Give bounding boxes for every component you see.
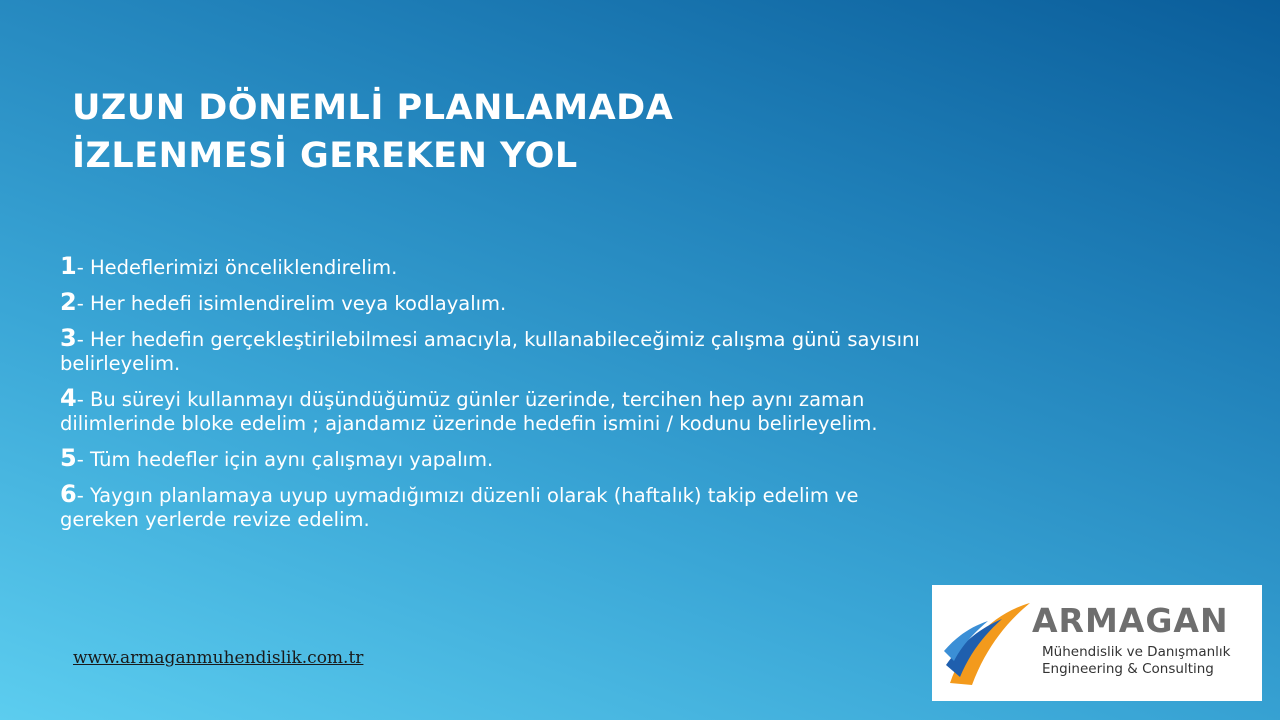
logo-subtitle-tr: Mühendislik ve Danışmanlık bbox=[1042, 644, 1231, 660]
list-item bbox=[60, 482, 940, 532]
item-text: - Her hedefi isimlendirelim veya kodlayalım. bbox=[76, 292, 507, 315]
item-text: - Yaygın planlamaya uyup uymadığımızı düzenli olarak (haftalık) takip edelim ve gereken yerlerde revize edelim. bbox=[60, 484, 859, 531]
list-item bbox=[60, 386, 940, 436]
item-number: 2 bbox=[60, 288, 77, 316]
item-number: 6 bbox=[60, 480, 77, 508]
slide-title-line1: UZUN DÖNEMLİ PLANLAMADA bbox=[72, 88, 674, 128]
steps-list bbox=[60, 254, 940, 542]
slide-title bbox=[72, 84, 673, 180]
logo-name: ARMAGAN bbox=[1032, 601, 1229, 640]
item-text: - Hedeflerimizi önceliklendirelim. bbox=[76, 256, 398, 279]
item-number: 1 bbox=[60, 252, 77, 280]
item-text: - Bu süreyi kullanmayı düşündüğümüz günler üzerinde, tercihen hep aynı zaman dilimlerinde bloke edelim ; ajandamız üzerinde hedefin ismini / kodunu belirleyelim. bbox=[60, 388, 878, 435]
list-item bbox=[60, 326, 940, 376]
item-text: - Her hedefin gerçekleştirilebilmesi amacıyla, kullanabileceğimiz çalışma günü sayısını belirleyelim. bbox=[60, 328, 920, 375]
list-item bbox=[60, 290, 940, 316]
list-item bbox=[60, 254, 940, 280]
swoosh-logo-icon bbox=[942, 595, 1037, 690]
item-number: 3 bbox=[60, 324, 77, 352]
item-text: - Tüm hedefler için aynı çalışmayı yapalım. bbox=[76, 448, 494, 471]
list-item bbox=[60, 446, 940, 472]
company-logo bbox=[932, 585, 1262, 701]
website-link[interactable]: www.armaganmuhendislik.com.tr bbox=[73, 648, 364, 668]
item-number: 4 bbox=[60, 384, 77, 412]
item-number: 5 bbox=[60, 444, 77, 472]
logo-subtitle-en: Engineering & Consulting bbox=[1042, 661, 1214, 677]
slide-title-line2: İZLENMESİ GEREKEN YOL bbox=[72, 136, 578, 176]
